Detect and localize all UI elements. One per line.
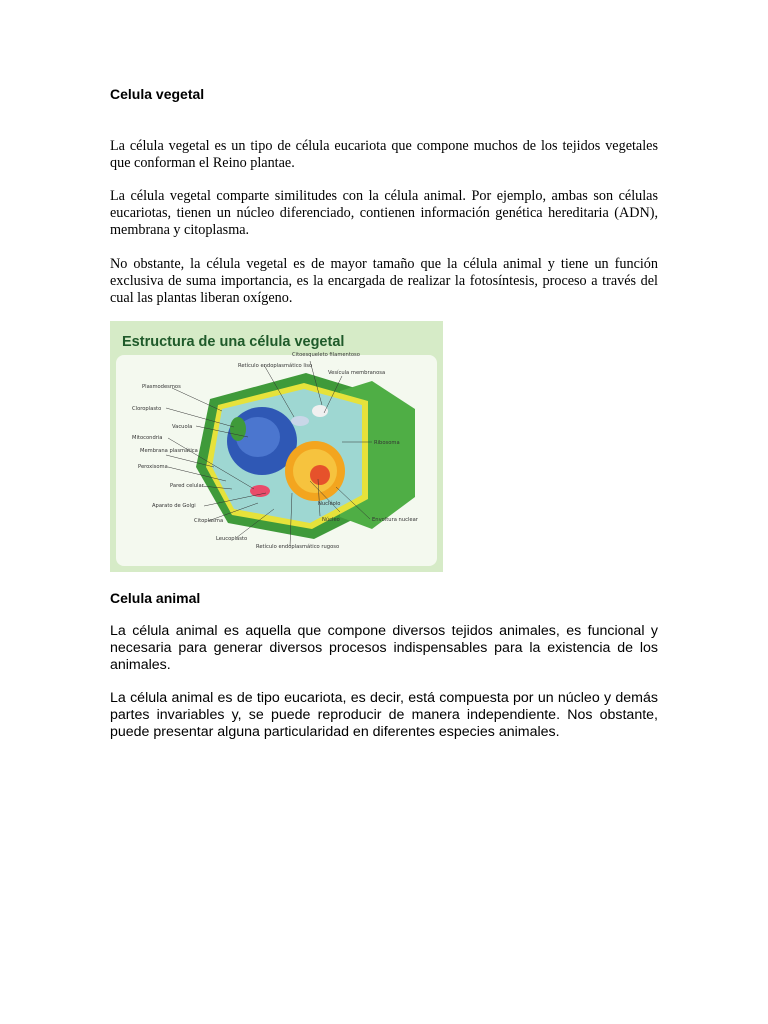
label-nucleo: Núcleo bbox=[322, 517, 340, 523]
label-envoltura: Envoltura nuclear bbox=[372, 517, 418, 523]
nucleolus bbox=[310, 465, 330, 485]
label-citoplasma: Citoplasma bbox=[194, 518, 224, 524]
mitochondrion bbox=[250, 485, 270, 497]
paragraph-animal-2: La célula animal es de tipo eucariota, es decir, está compuesta por un núcleo y demás partes invariables y, se puede reproducir de manera independiente. Nos obstante, puede presentar alguna particularidad en diferentes especies animales. bbox=[110, 690, 658, 740]
label-citoesqueleto: Citoesqueleto filamentoso bbox=[292, 352, 360, 358]
label-mitocondria: Mitocondria bbox=[132, 435, 163, 441]
label-reticulo-liso: Retículo endoplasmático liso bbox=[238, 363, 313, 369]
label-vesicula: Vesícula membranosa bbox=[328, 370, 386, 376]
label-plasmodesmos: Plasmodesmos bbox=[142, 384, 181, 390]
heading-celula-vegetal: Celula vegetal bbox=[110, 86, 205, 102]
label-golgi: Aparato de Golgi bbox=[152, 503, 196, 509]
label-membrana: Membrana plasmática bbox=[140, 448, 198, 454]
plant-cell-illustration bbox=[196, 373, 415, 539]
smooth-er bbox=[291, 416, 309, 426]
label-vacuola: Vacuola bbox=[172, 424, 193, 430]
label-reticulo-rugoso: Retículo endoplasmático rugoso bbox=[256, 544, 340, 550]
chloroplast bbox=[230, 417, 246, 441]
paragraph-vegetal-1: La célula vegetal es un tipo de célula eucariota que compone muchos de los tejidos vegetales que conforman el Reino plantae. bbox=[110, 138, 658, 171]
label-nucleolo: Nucléolo bbox=[318, 501, 341, 507]
label-pared: Pared celular bbox=[170, 483, 204, 489]
paragraph-vegetal-3: No obstante, la célula vegetal es de mayor tamaño que la célula animal y tiene un función exclusiva de suma importancia, es la encargada de realizar la fotosíntesis, proceso a través del cual las plantas liberan oxígeno. bbox=[110, 256, 658, 306]
plant-cell-diagram bbox=[110, 321, 443, 572]
heading-celula-animal: Celula animal bbox=[110, 590, 201, 606]
vesicle bbox=[312, 405, 328, 417]
label-leucoplasto: Leucoplasto bbox=[216, 536, 248, 542]
label-ribosoma: Ribosoma bbox=[374, 440, 400, 446]
paragraph-vegetal-2: La célula vegetal comparte similitudes con la célula animal. Por ejemplo, ambas son células eucariotas, tienen un núcleo diferenciado, contienen información genética hereditaria (ADN), membrana y citoplasma. bbox=[110, 188, 658, 238]
label-cloroplasto: Cloroplasto bbox=[132, 406, 162, 412]
paragraph-animal-1: La célula animal es aquella que compone diversos tejidos animales, es funcional y necesaria para generar diversos procesos indispensables para la existencia de los animales. bbox=[110, 623, 658, 673]
label-peroxisoma: Peroxisoma bbox=[138, 464, 168, 470]
diagram-title: Estructura de una célula vegetal bbox=[122, 334, 345, 350]
